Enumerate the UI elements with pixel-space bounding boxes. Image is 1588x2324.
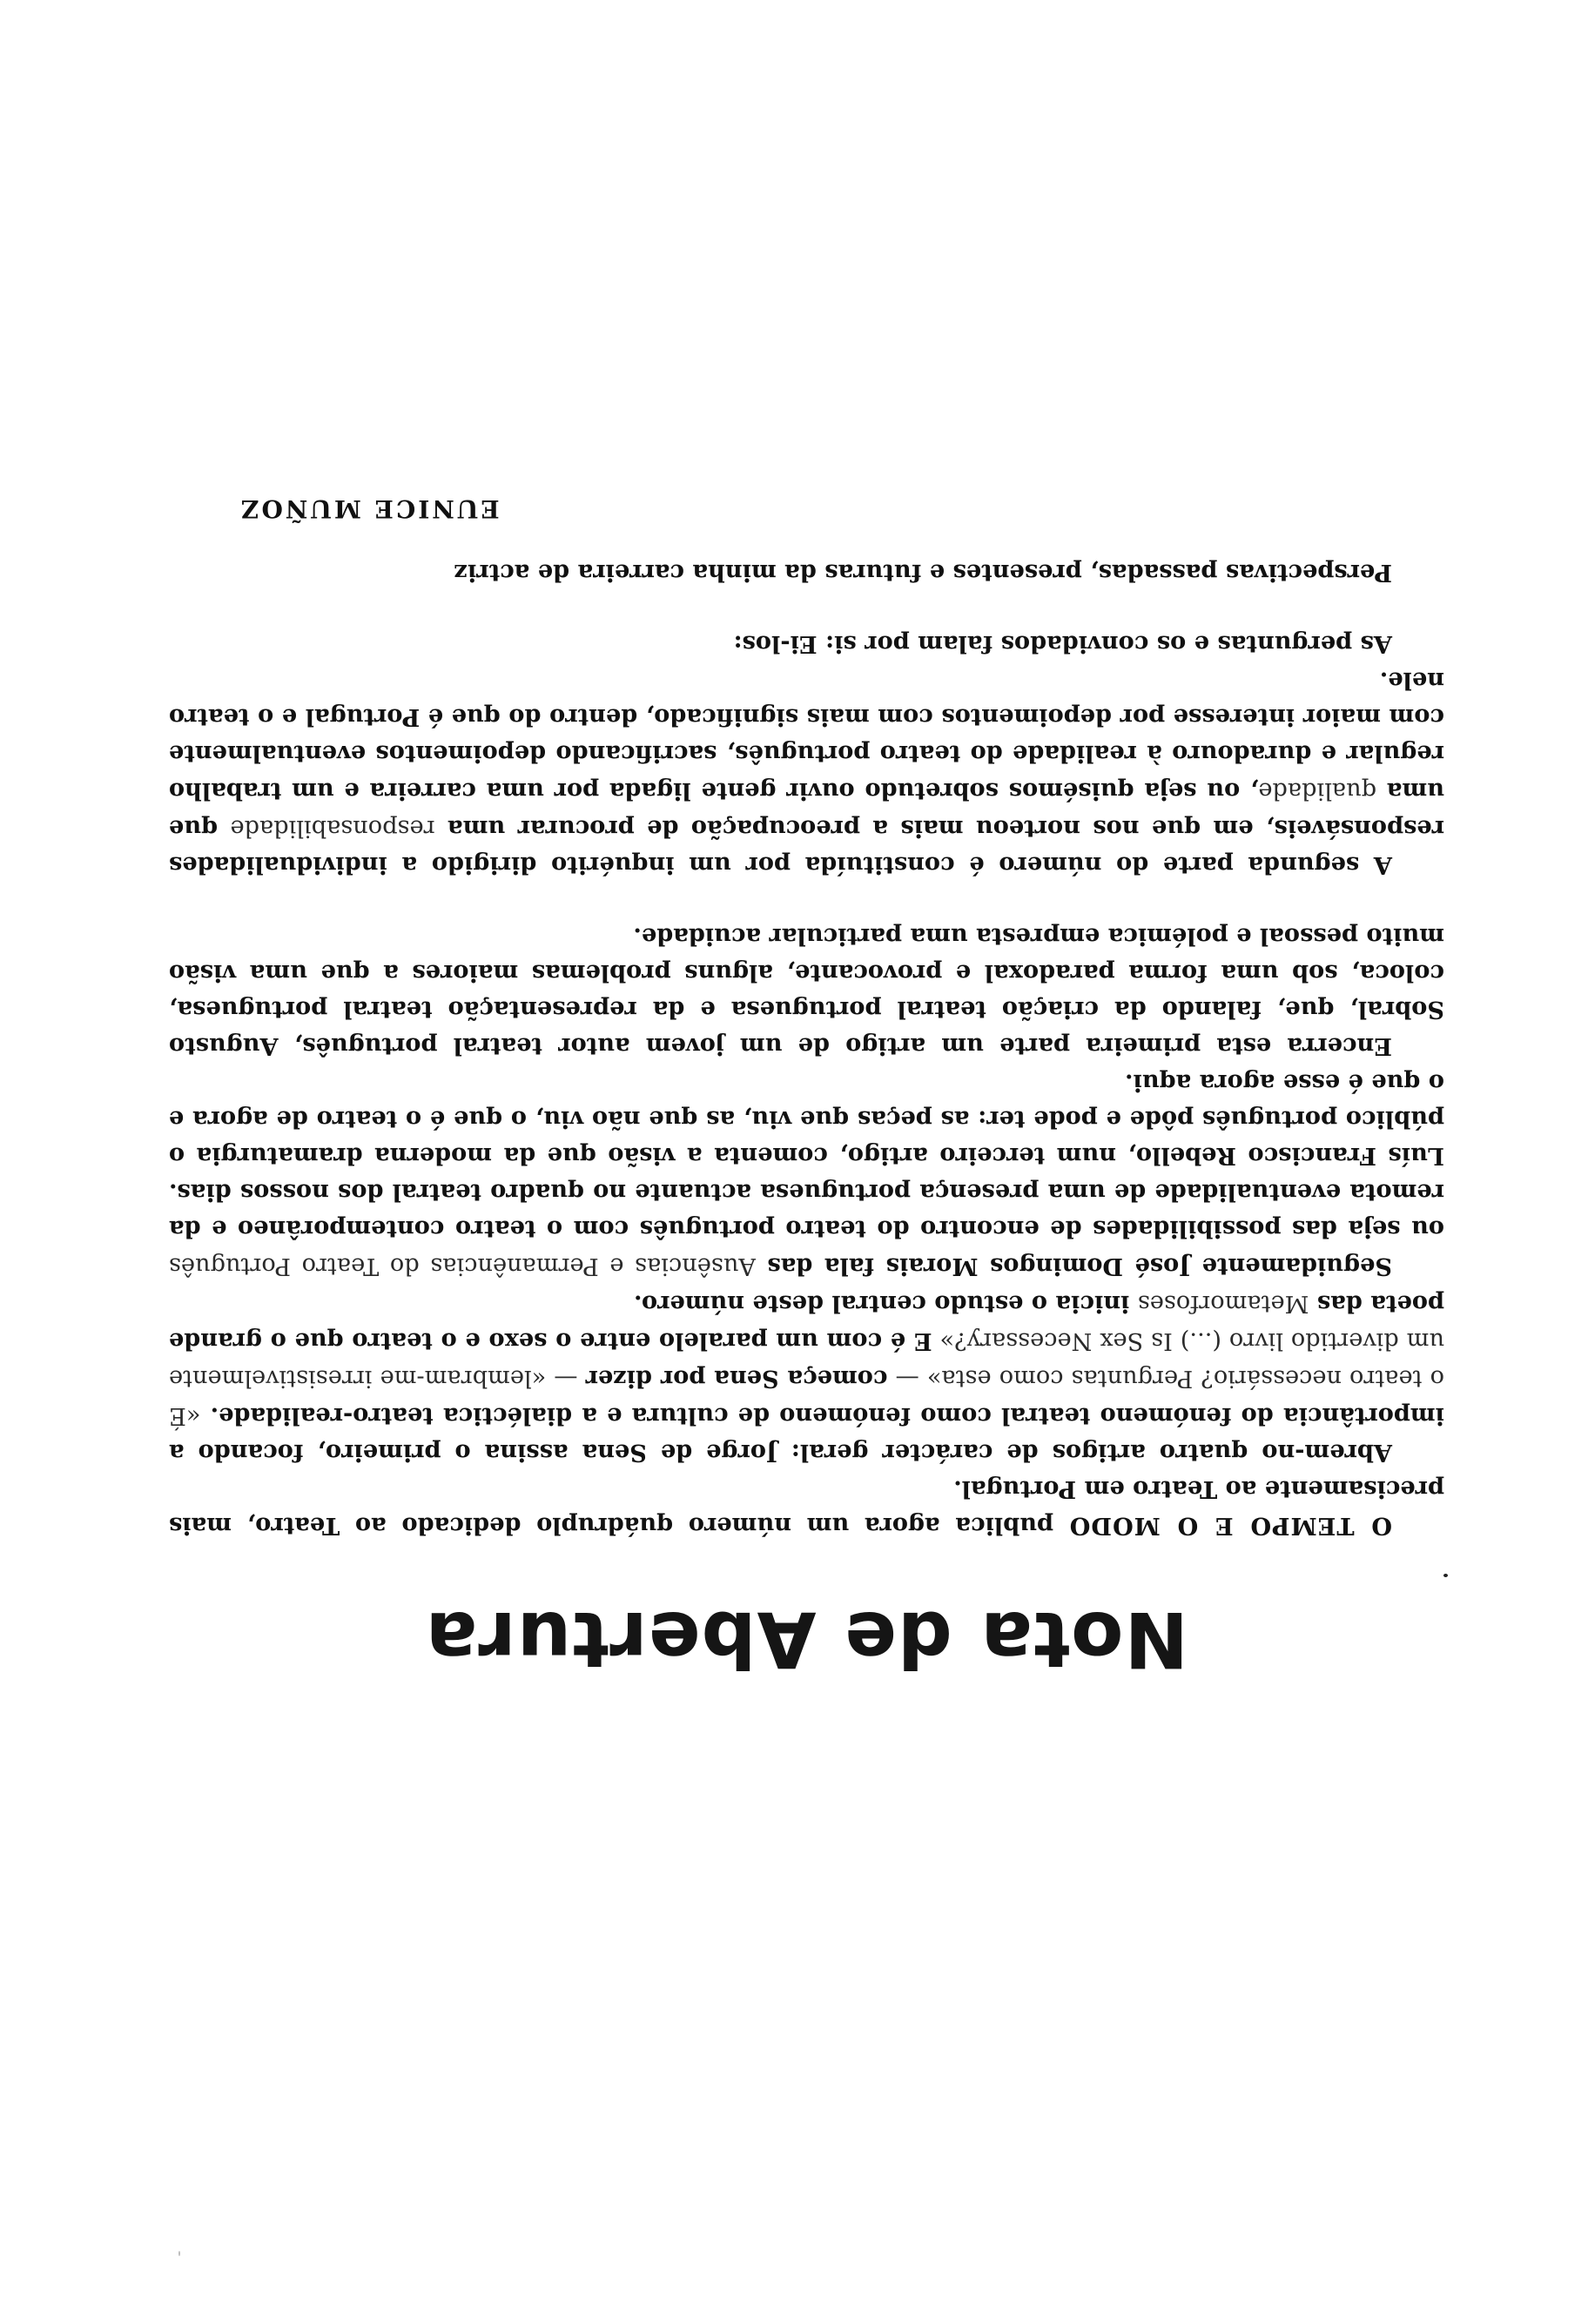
emphasis: responsabilidade <box>230 815 435 842</box>
journal-name: O TEMPO E O MODO <box>1068 1512 1392 1540</box>
paragraph-intro: O TEMPO E O MODO publica agora um número quádruplo dedicado ao Teatro, mais precisamente ao Teatro em Portugal. <box>169 1475 1444 1540</box>
paragraph-inquiry: A segunda parte do número é constituída por um inquérito dirigido a individualidades responsáveis, em que nos norteou mais a preocupação de procurar uma responsabilidade que uma qualidade, ou seja quisémos sobretudo ouvir gente ligada por uma carreira e um trabalho regular e duradouro à realidade do teatro português, sacrificando depoimentos eventualmente com maior interesse por depoimentos com mais significado, dentro do que é Portugal e o teatro nele. <box>169 667 1444 879</box>
essay-title: Ausências e Permanências do Teatro Português <box>169 1253 756 1280</box>
article-title: Nota de Abertura <box>424 1595 1189 1684</box>
paragraph-morais-rebello: Seguidamente José Domingos Morais fala das Ausências e Permanências do Teatro Português ou seja das possibilidades de encontro do teatro português com o teatro contemporâneo e da remota eventualidade de uma presença portuguesa actuante no quadro teatral dos nossos dias. Luís Francisco Rebello, num terceiro artigo, comenta a visão que da moderna dramaturgia o público português pôde e pode ter: as peças que viu, as que não viu, o que é o teatro de agora e o que é esse agora aqui. <box>169 1069 1444 1280</box>
scan-speck <box>178 2251 180 2256</box>
paragraph-augusto-sobral: Encerra esta primeira parte um artigo de um jovem autor teatral português, Augusto Sobral, que, falando da criação teatral portuguesa e da representação teatral portuguesa, coloca, sob uma forma paradoxal e provocante, alguns problemas maiores a que uma visão muito pessoal e polémica empresta uma particular acuidade. <box>169 923 1444 1060</box>
quote: «É o teatro necessário? Perguntas como esta» — <box>169 1365 1444 1429</box>
contribution-title: Perspectivas passadas, presentes e futuras da minha carreira de actriz <box>454 559 1392 587</box>
quote: — «lembram-me irresistivelmente um divertido livro (...) Is Sex Necessary?» <box>169 1327 1444 1392</box>
article <box>169 494 1444 1684</box>
scan-speck <box>1443 1574 1448 1577</box>
book-title: Metamorfoses <box>1137 1290 1309 1317</box>
emphasis: qualidade <box>1258 777 1377 804</box>
author-signature: EUNICE MUÑOZ <box>239 494 500 523</box>
paragraph-questions: As perguntas e os convidados falam por si: Ei-los: <box>733 630 1392 658</box>
paragraph-jorge-de-sena: Abrem-no quatro artigos de carácter geral: Jorge de Sena assina o primeiro, focando a importância do fenómeno teatral como fenómeno de cultura e a dialéctica teatro-realidade. «É o teatro necessário? Perguntas como esta» — começa Sena por dizer — «lembram-me irresistivelmente um divertido livro (...) Is Sex Necessary?» E é com um paralelo entre o sexo e o teatro que o grande poeta das Metamorfoses inicia o estudo central deste número. <box>168 1290 1444 1467</box>
